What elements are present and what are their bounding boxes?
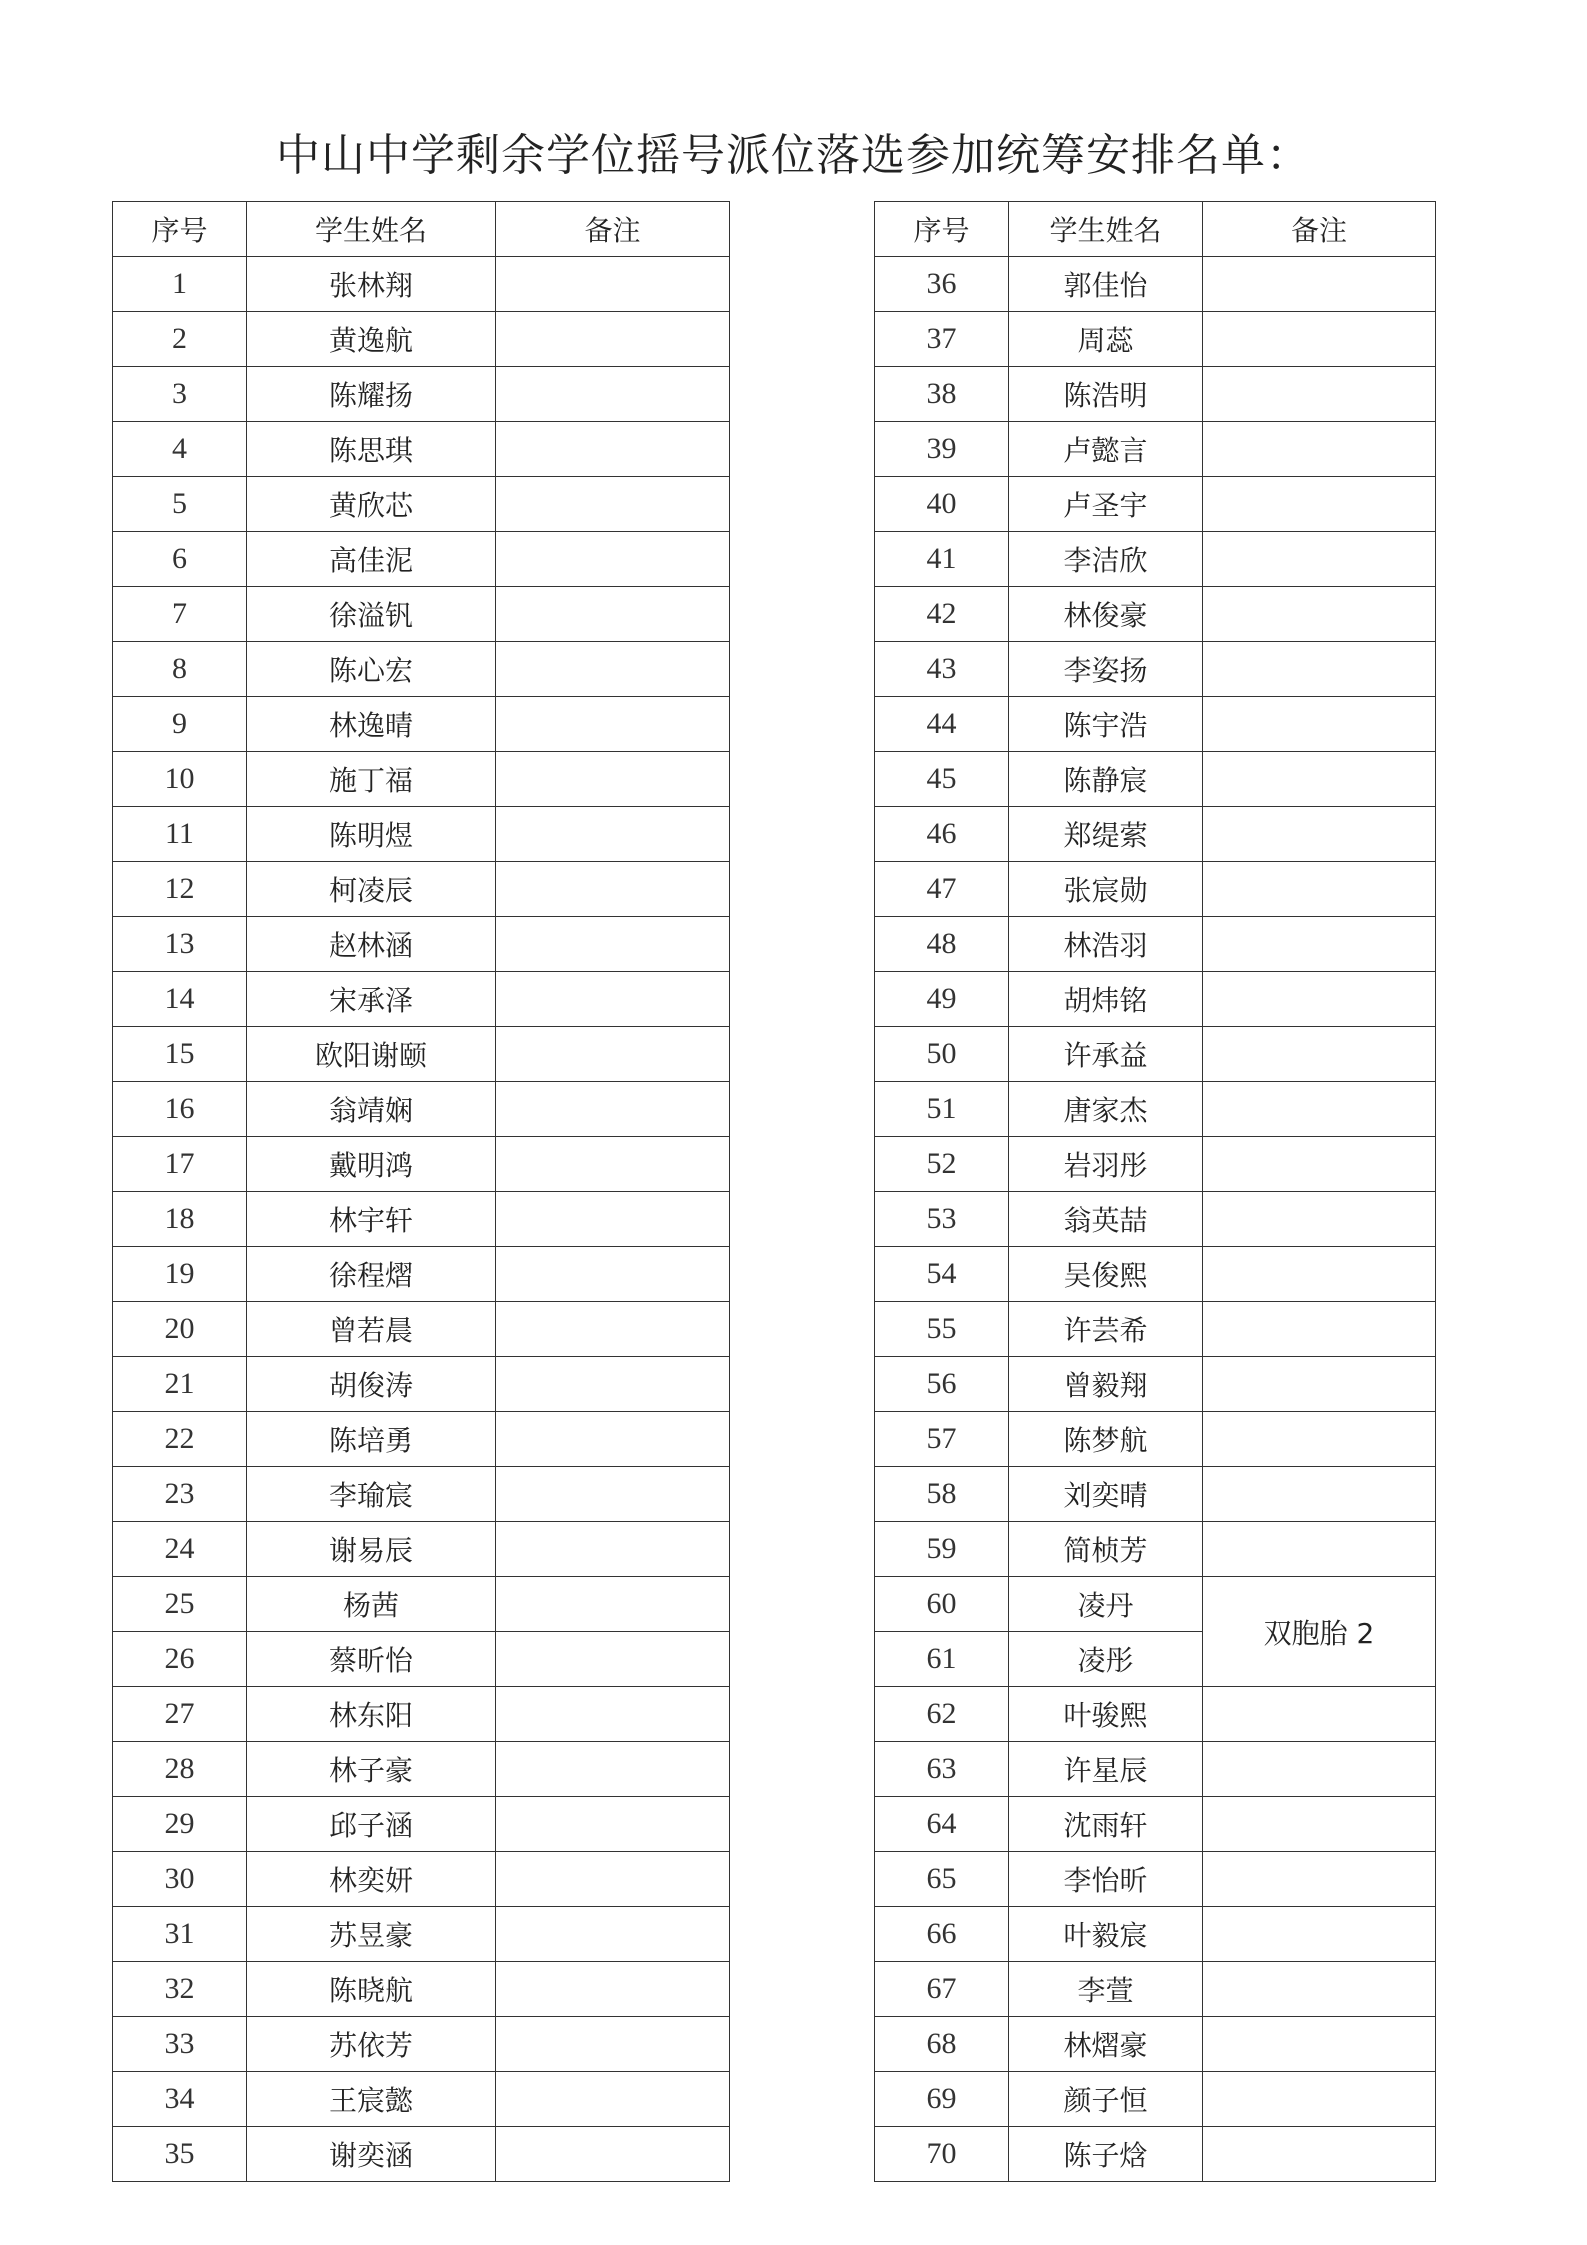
row-number: 65 [875,1852,1009,1907]
student-name: 林俊豪 [1009,587,1203,642]
remark-cell [1203,587,1436,642]
remark-cell [1203,2127,1436,2182]
student-name: 卢懿言 [1009,422,1203,477]
student-name: 陈培勇 [247,1412,496,1467]
row-number: 45 [875,752,1009,807]
row-number: 54 [875,1247,1009,1302]
table-row [875,422,1436,477]
student-name: 陈思琪 [247,422,496,477]
row-number: 6 [113,532,247,587]
remark-cell [1203,752,1436,807]
table-row [875,1412,1436,1467]
row-number: 63 [875,1742,1009,1797]
table-row [875,807,1436,862]
remark-cell [496,1247,730,1302]
student-name: 颜子恒 [1009,2072,1203,2127]
table-row [113,1467,730,1522]
student-name: 李瑜宸 [247,1467,496,1522]
row-number: 9 [113,697,247,752]
student-name: 林东阳 [247,1687,496,1742]
student-table-right [874,201,1436,2182]
row-number: 13 [113,917,247,972]
table-row [113,1577,730,1632]
table-row [875,1467,1436,1522]
remark-cell [496,1742,730,1797]
row-number: 4 [113,422,247,477]
remark-cell [496,477,730,532]
remark-cell [1203,422,1436,477]
row-number: 46 [875,807,1009,862]
row-number: 52 [875,1137,1009,1192]
table-row [113,367,730,422]
remark-cell [1203,2017,1436,2072]
table-row [113,257,730,312]
table-header-row [875,202,1436,257]
row-number: 30 [113,1852,247,1907]
row-number: 1 [113,257,247,312]
student-name: 陈宇浩 [1009,697,1203,752]
row-number: 29 [113,1797,247,1852]
table-row [113,1742,730,1797]
row-number: 67 [875,1962,1009,2017]
table-row [875,697,1436,752]
table-row [113,752,730,807]
row-number: 19 [113,1247,247,1302]
remark-cell [496,642,730,697]
row-number: 36 [875,257,1009,312]
student-name: 吴俊熙 [1009,1247,1203,1302]
table-row [875,1797,1436,1852]
header-no: 序号 [875,202,1009,257]
remark-cell [1203,532,1436,587]
remark-cell [496,1192,730,1247]
remark-cell [1203,1797,1436,1852]
student-name: 苏昱豪 [247,1907,496,1962]
table-row [875,1577,1436,1632]
table-row [113,587,730,642]
remark-cell [1203,2072,1436,2127]
student-name: 叶骏熙 [1009,1687,1203,1742]
table-row [113,2127,730,2182]
student-name: 李姿扬 [1009,642,1203,697]
table-row [875,642,1436,697]
row-number: 2 [113,312,247,367]
student-name: 郭佳怡 [1009,257,1203,312]
student-name: 徐程熠 [247,1247,496,1302]
remark-cell [1203,1687,1436,1742]
table-row [113,1357,730,1412]
student-name: 胡炜铭 [1009,972,1203,1027]
row-number: 33 [113,2017,247,2072]
header-name: 学生姓名 [1009,202,1203,257]
remark-cell [1203,1082,1436,1137]
student-name: 杨茜 [247,1577,496,1632]
student-name: 陈心宏 [247,642,496,697]
table-row [875,2127,1436,2182]
student-name: 凌彤 [1009,1632,1203,1687]
student-name: 陈浩明 [1009,367,1203,422]
table-row [875,1027,1436,1082]
remark-cell [496,1302,730,1357]
table-row [875,587,1436,642]
remark-cell [496,367,730,422]
remark-cell [1203,917,1436,972]
remark-cell [1203,1027,1436,1082]
remark-cell [1203,642,1436,697]
row-number: 22 [113,1412,247,1467]
row-number: 35 [113,2127,247,2182]
table-row [875,862,1436,917]
table-row [875,752,1436,807]
header-note: 备注 [496,202,730,257]
student-name: 卢圣宇 [1009,477,1203,532]
row-number: 18 [113,1192,247,1247]
student-name: 林奕妍 [247,1852,496,1907]
row-number: 38 [875,367,1009,422]
row-number: 20 [113,1302,247,1357]
row-number: 14 [113,972,247,1027]
table-row [875,1522,1436,1577]
table-row [113,807,730,862]
table-row [113,2017,730,2072]
student-name: 林熠豪 [1009,2017,1203,2072]
table-row [113,532,730,587]
table-row [875,367,1436,422]
table-row [875,2017,1436,2072]
row-number: 39 [875,422,1009,477]
row-number: 60 [875,1577,1009,1632]
table-row [875,2072,1436,2127]
table-row [113,1962,730,2017]
row-number: 44 [875,697,1009,752]
remark-cell [496,1027,730,1082]
row-number: 31 [113,1907,247,1962]
student-name: 郑缇萦 [1009,807,1203,862]
row-number: 66 [875,1907,1009,1962]
table-row [113,1137,730,1192]
remark-cell [496,1962,730,2017]
row-number: 27 [113,1687,247,1742]
student-name: 邱子涵 [247,1797,496,1852]
row-number: 8 [113,642,247,697]
remark-cell [1203,1137,1436,1192]
table-row [875,1247,1436,1302]
student-name: 谢易辰 [247,1522,496,1577]
table-row [113,697,730,752]
student-name: 岩羽彤 [1009,1137,1203,1192]
student-name: 戴明鸿 [247,1137,496,1192]
remark-cell [496,1907,730,1962]
row-number: 21 [113,1357,247,1412]
row-number: 15 [113,1027,247,1082]
student-name: 凌丹 [1009,1577,1203,1632]
row-number: 64 [875,1797,1009,1852]
remark-cell [496,1522,730,1577]
student-name: 许星辰 [1009,1742,1203,1797]
remark-cell [1203,1852,1436,1907]
remark-cell [496,1082,730,1137]
remark-cell [1203,972,1436,1027]
table-row [875,1192,1436,1247]
table-row [113,422,730,477]
student-name: 施丁福 [247,752,496,807]
student-name: 陈梦航 [1009,1412,1203,1467]
student-name: 沈雨轩 [1009,1797,1203,1852]
student-name: 曾毅翔 [1009,1357,1203,1412]
remark-cell [1203,862,1436,917]
table-row [113,972,730,1027]
remark-cell [496,1632,730,1687]
student-name: 张林翔 [247,257,496,312]
row-number: 37 [875,312,1009,367]
row-number: 58 [875,1467,1009,1522]
student-name: 林宇轩 [247,1192,496,1247]
remark-cell [496,862,730,917]
remark-cell [496,2017,730,2072]
table-header-row [113,202,730,257]
table-row [875,972,1436,1027]
table-row [875,1852,1436,1907]
table-row [113,1687,730,1742]
remark-cell [1203,1302,1436,1357]
row-number: 48 [875,917,1009,972]
student-name: 张宸勋 [1009,862,1203,917]
table-row [875,1357,1436,1412]
remark-cell: 双胞胎 2 [1203,1577,1436,1687]
remark-cell [496,587,730,642]
table-row [875,312,1436,367]
remark-cell [1203,1522,1436,1577]
student-table-left [112,201,730,2182]
table-row [875,1137,1436,1192]
remark-cell [1203,477,1436,532]
remark-cell [496,752,730,807]
table-row [113,1302,730,1357]
remark-cell [1203,697,1436,752]
row-number: 11 [113,807,247,862]
remark-cell [496,1137,730,1192]
row-number: 10 [113,752,247,807]
table-row [113,312,730,367]
header-no: 序号 [113,202,247,257]
row-number: 57 [875,1412,1009,1467]
table-row [113,1522,730,1577]
remark-cell [496,312,730,367]
table-row [875,1082,1436,1137]
remark-cell [496,257,730,312]
student-name: 欧阳谢颐 [247,1027,496,1082]
student-name: 刘奕晴 [1009,1467,1203,1522]
student-name: 胡俊涛 [247,1357,496,1412]
row-number: 47 [875,862,1009,917]
student-name: 黄逸航 [247,312,496,367]
row-number: 56 [875,1357,1009,1412]
table-row [113,1082,730,1137]
row-number: 26 [113,1632,247,1687]
table-row [113,1027,730,1082]
row-number: 32 [113,1962,247,2017]
student-name: 蔡昕怡 [247,1632,496,1687]
row-number: 49 [875,972,1009,1027]
student-name: 陈静宸 [1009,752,1203,807]
table-row [113,1797,730,1852]
remark-cell [1203,257,1436,312]
row-number: 68 [875,2017,1009,2072]
remark-cell [496,532,730,587]
remark-cell [496,1357,730,1412]
remark-cell [496,2127,730,2182]
student-name: 陈晓航 [247,1962,496,2017]
student-name: 李怡昕 [1009,1852,1203,1907]
student-name: 翁英喆 [1009,1192,1203,1247]
remark-cell [1203,367,1436,422]
student-name: 柯凌辰 [247,862,496,917]
student-name: 林浩羽 [1009,917,1203,972]
remark-cell [1203,1467,1436,1522]
remark-cell [496,1687,730,1742]
student-name: 翁靖娴 [247,1082,496,1137]
row-number: 23 [113,1467,247,1522]
table-row [113,1907,730,1962]
table-row [875,532,1436,587]
remark-cell [1203,807,1436,862]
row-number: 34 [113,2072,247,2127]
student-name: 谢奕涵 [247,2127,496,2182]
table-row [875,1907,1436,1962]
table-row [113,1632,730,1687]
remark-cell [496,972,730,1027]
table-row [113,1192,730,1247]
student-name: 高佳泥 [247,532,496,587]
row-number: 59 [875,1522,1009,1577]
table-row [875,477,1436,532]
student-name: 许承益 [1009,1027,1203,1082]
student-name: 李萱 [1009,1962,1203,2017]
row-number: 50 [875,1027,1009,1082]
student-name: 简桢芳 [1009,1522,1203,1577]
remark-cell [496,807,730,862]
table-row [113,862,730,917]
remark-cell [1203,1247,1436,1302]
row-number: 24 [113,1522,247,1577]
student-name: 林子豪 [247,1742,496,1797]
table-row [113,2072,730,2127]
table-row [875,257,1436,312]
student-name: 叶毅宸 [1009,1907,1203,1962]
table-row [113,917,730,972]
remark-cell [496,917,730,972]
remark-cell [496,1577,730,1632]
remark-cell [496,697,730,752]
row-number: 17 [113,1137,247,1192]
remark-cell [496,2072,730,2127]
remark-cell [1203,1742,1436,1797]
row-number: 12 [113,862,247,917]
student-name: 苏依芳 [247,2017,496,2072]
student-name: 林逸晴 [247,697,496,752]
table-row [875,1302,1436,1357]
table-row [113,642,730,697]
row-number: 43 [875,642,1009,697]
row-number: 69 [875,2072,1009,2127]
student-name: 许芸希 [1009,1302,1203,1357]
table-row [875,1962,1436,2017]
remark-cell [1203,1907,1436,1962]
row-number: 42 [875,587,1009,642]
student-name: 徐溢钒 [247,587,496,642]
row-number: 55 [875,1302,1009,1357]
remark-cell [496,1467,730,1522]
row-number: 51 [875,1082,1009,1137]
student-name: 陈子焓 [1009,2127,1203,2182]
remark-cell [1203,1412,1436,1467]
row-number: 41 [875,532,1009,587]
student-name: 曾若晨 [247,1302,496,1357]
student-name: 陈明煜 [247,807,496,862]
remark-cell [1203,312,1436,367]
remark-cell [496,1852,730,1907]
table-row [875,917,1436,972]
header-name: 学生姓名 [247,202,496,257]
row-number: 16 [113,1082,247,1137]
student-name: 周蕊 [1009,312,1203,367]
remark-cell [1203,1357,1436,1412]
remark-cell [1203,1192,1436,1247]
row-number: 3 [113,367,247,422]
row-number: 25 [113,1577,247,1632]
remark-cell [1203,1962,1436,2017]
row-number: 28 [113,1742,247,1797]
student-name: 陈耀扬 [247,367,496,422]
student-name: 赵林涵 [247,917,496,972]
student-name: 宋承泽 [247,972,496,1027]
student-name: 唐家杰 [1009,1082,1203,1137]
student-name: 王宸懿 [247,2072,496,2127]
table-row [875,1687,1436,1742]
table-row [113,1852,730,1907]
remark-cell [496,1797,730,1852]
table-row [875,1742,1436,1797]
table-row [113,1247,730,1302]
page-title: 中山中学剩余学位摇号派位落选参加统筹安排名单： [276,130,1311,181]
row-number: 40 [875,477,1009,532]
remark-cell [496,1412,730,1467]
table-row [113,477,730,532]
row-number: 53 [875,1192,1009,1247]
student-name: 黄欣芯 [247,477,496,532]
row-number: 61 [875,1632,1009,1687]
row-number: 7 [113,587,247,642]
row-number: 70 [875,2127,1009,2182]
student-name: 李洁欣 [1009,532,1203,587]
header-note: 备注 [1203,202,1436,257]
row-number: 62 [875,1687,1009,1742]
remark-cell [496,422,730,477]
table-row [113,1412,730,1467]
row-number: 5 [113,477,247,532]
